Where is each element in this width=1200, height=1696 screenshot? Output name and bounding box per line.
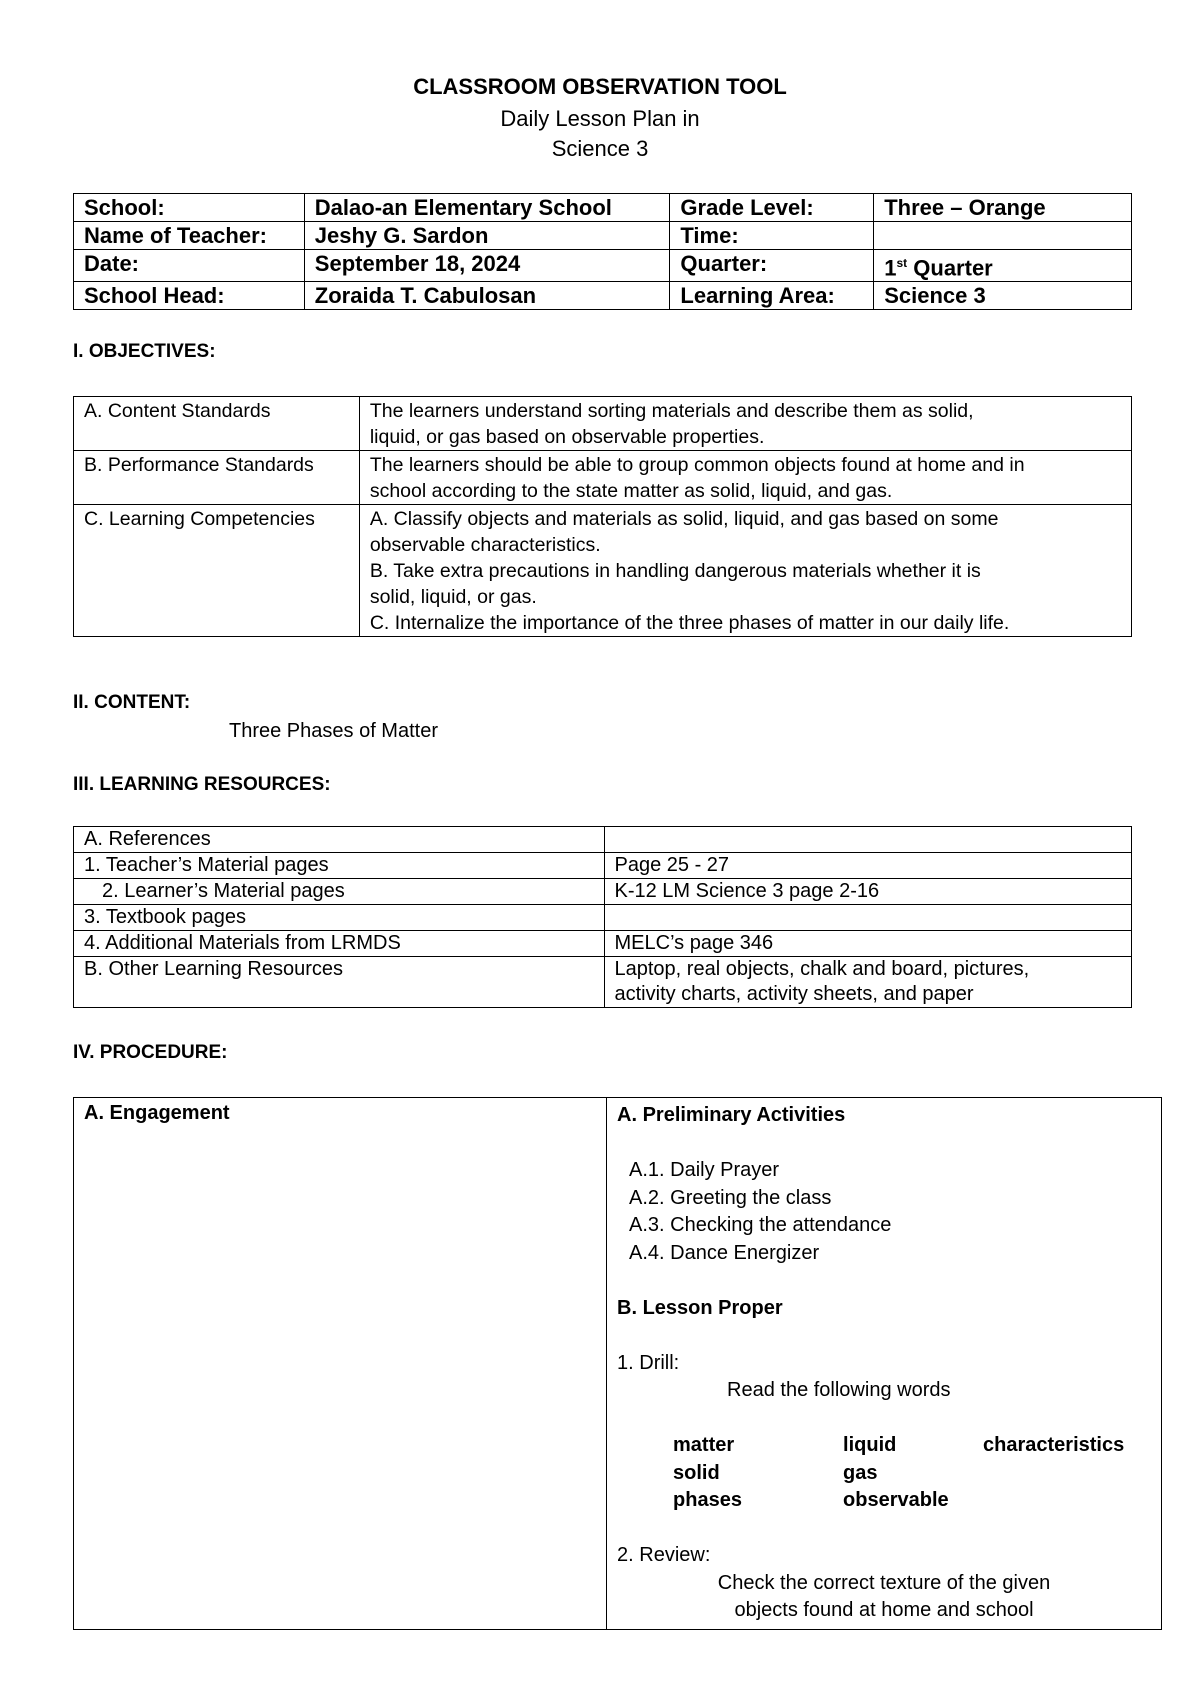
drill-word: gas: [843, 1461, 878, 1484]
objective-line: B. Take extra precautions in handling dangerous materials whether it is: [369, 560, 981, 582]
grade-value: Three – Orange: [874, 194, 1132, 222]
objective-line: school according to the state matter as solid, liquid, and gas.: [369, 480, 893, 502]
drill-word: matter: [673, 1434, 735, 1456]
resource-row: [74, 879, 1132, 905]
resource-label: 4. Additional Materials from LRMDS: [74, 931, 605, 957]
resource-row: [74, 905, 1132, 931]
drill-word: liquid: [843, 1434, 897, 1456]
drill-label: 1. Drill:: [617, 1351, 680, 1374]
objective-line: solid, liquid, or gas.: [369, 586, 537, 608]
resource-value: [604, 957, 1132, 1008]
objective-line: liquid, or gas based on observable properties.: [369, 426, 765, 448]
drill-word: observable: [843, 1489, 949, 1511]
list-item: A.3. Checking the attendance: [629, 1214, 892, 1236]
info-row: [74, 194, 1132, 222]
objective-label: A. Content Standards: [74, 397, 360, 451]
resource-value-line: Laptop, real objects, chalk and board, pictures,: [614, 958, 1030, 980]
objective-label: C. Learning Competencies: [74, 505, 360, 637]
time-value: [874, 222, 1132, 250]
resource-label: 2. Learner’s Material pages: [74, 879, 605, 905]
school-head-value: Zoraida T. Cabulosan: [304, 282, 670, 310]
learning-area-value: Science 3: [874, 282, 1132, 310]
list-item: A.2. Greeting the class: [629, 1186, 832, 1209]
objectives-heading: I. OBJECTIVES:: [73, 341, 216, 362]
school-label: School:: [74, 194, 305, 222]
lesson-proper-title: B. Lesson Proper: [617, 1296, 783, 1319]
drill-word: phases: [673, 1489, 742, 1511]
resource-value: [604, 905, 1132, 931]
drill-word: solid: [673, 1461, 720, 1484]
document-subtitle: Daily Lesson Plan in: [500, 106, 700, 131]
resource-value: MELC’s page 346: [604, 931, 1132, 957]
objective-text: [359, 505, 1131, 637]
objectives-table: [73, 396, 1132, 637]
procedure-row: [74, 1098, 1162, 1630]
school-head-label: School Head:: [74, 282, 305, 310]
date-label: Date:: [74, 250, 305, 282]
resource-value: K-12 LM Science 3 page 2-16: [604, 879, 1132, 905]
resource-row: [74, 853, 1132, 879]
objective-label: B. Performance Standards: [74, 451, 360, 505]
review-instruction: objects found at home and school: [734, 1599, 1034, 1621]
objective-row: [74, 451, 1132, 505]
objective-row: [74, 397, 1132, 451]
content-heading: II. CONTENT:: [73, 692, 191, 713]
list-item: A.4. Dance Energizer: [629, 1241, 820, 1264]
resource-label: B. Other Learning Resources: [74, 957, 605, 1008]
date-value: September 18, 2024: [304, 250, 670, 282]
quarter-value: [874, 250, 1132, 282]
review-label: 2. Review:: [617, 1544, 711, 1566]
objective-line: A. Classify objects and materials as solid, liquid, and gas based on some: [369, 508, 999, 530]
info-row: [74, 250, 1132, 282]
objective-line: The learners should be able to group common objects found at home and in: [369, 454, 1025, 476]
objective-row: [74, 505, 1132, 637]
objective-text: [359, 451, 1131, 505]
document-subject: Science 3: [551, 136, 649, 161]
info-table: [73, 193, 1132, 310]
quarter-label: Quarter:: [670, 250, 874, 282]
resource-value: [604, 827, 1132, 853]
teacher-label: Name of Teacher:: [74, 222, 305, 250]
drill-word: [983, 1460, 1143, 1488]
info-row: [74, 282, 1132, 310]
resource-row: [74, 957, 1132, 1008]
list-item: A.1. Daily Prayer: [629, 1159, 780, 1181]
preliminary-title: A. Preliminary Activities: [617, 1104, 846, 1126]
procedure-activities-cell: [607, 1098, 1162, 1630]
resources-heading: III. LEARNING RESOURCES:: [73, 774, 331, 795]
quarter-number: 1: [884, 255, 897, 281]
objective-line: observable characteristics.: [369, 534, 601, 556]
resource-row: [74, 931, 1132, 957]
resource-value: Page 25 - 27: [604, 853, 1132, 879]
drill-instruction: Read the following words: [727, 1379, 951, 1401]
info-row: [74, 222, 1132, 250]
procedure-heading: IV. PROCEDURE:: [73, 1042, 228, 1063]
resource-label: A. References: [74, 827, 605, 853]
teacher-value: Jeshy G. Sardon: [304, 222, 670, 250]
review-instruction: Check the correct texture of the given: [717, 1571, 1051, 1594]
content-topic: Three Phases of Matter: [229, 720, 438, 742]
resource-value-line: activity charts, activity sheets, and paper: [614, 983, 974, 1005]
objective-line: C. Internalize the importance of the three phases of matter in our daily life.: [369, 612, 1010, 634]
resource-label: 3. Textbook pages: [74, 905, 605, 931]
quarter-word: Quarter: [907, 255, 993, 281]
school-value: Dalao-an Elementary School: [304, 194, 670, 222]
engagement-cell: A. Engagement: [74, 1098, 607, 1630]
procedure-table: [73, 1097, 1162, 1630]
objective-text: [359, 397, 1131, 451]
drill-words: [617, 1432, 1151, 1515]
quarter-suffix: st: [896, 256, 908, 270]
time-label: Time:: [670, 222, 874, 250]
resources-table: [73, 826, 1132, 1008]
objective-line: The learners understand sorting materials and describe them as solid,: [369, 400, 974, 422]
learning-area-label: Learning Area:: [670, 282, 874, 310]
document-title: CLASSROOM OBSERVATION TOOL: [413, 74, 787, 99]
drill-word: [983, 1487, 1143, 1515]
resource-row: [74, 827, 1132, 853]
drill-word: characteristics: [983, 1434, 1125, 1456]
resource-label: 1. Teacher’s Material pages: [74, 853, 605, 879]
grade-label: Grade Level:: [670, 194, 874, 222]
